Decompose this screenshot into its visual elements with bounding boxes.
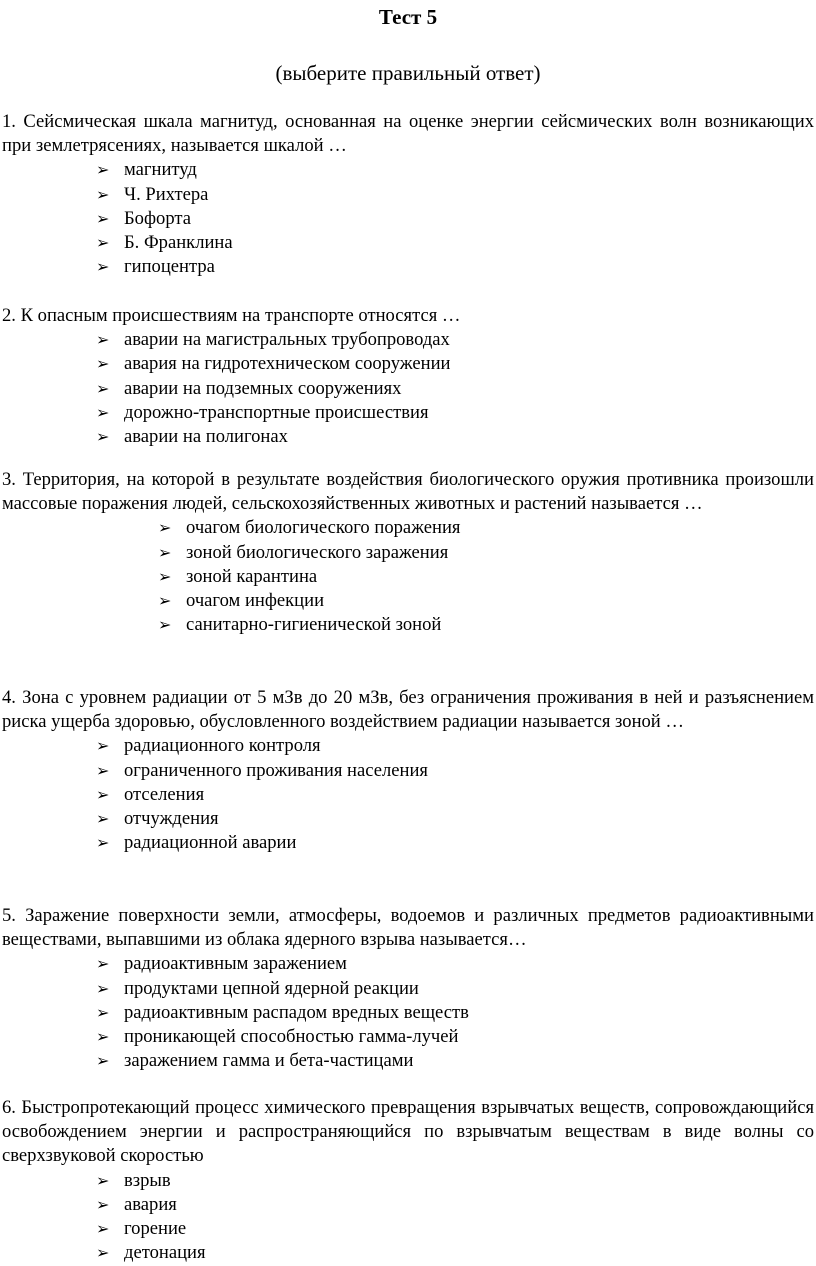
arrowhead-bullet-icon: ➢ [96,1220,110,1238]
answer-option[interactable] [2,352,814,376]
question-6 [2,1096,814,1265]
answer-option-label: дорожно-транспортные происшествия [124,401,429,423]
answer-option-label: Б. Франклина [124,231,233,253]
answer-option-label: санитарно-гигиенической зоной [186,614,442,636]
question-text: 4. Зона с уровнем радиации от 5 мЗв до 20 мЗв, без ограничения проживания в ней и разъяснением риска ущерба здоровью, обусловленного воздействием радиации называется зоной … [2,687,814,733]
page-title: Тест 5 [378,5,438,29]
arrowhead-bullet-icon: ➢ [96,380,110,398]
answer-option[interactable] [2,952,814,976]
answer-option[interactable] [2,1241,814,1265]
arrowhead-bullet-icon: ➢ [96,356,110,374]
answer-option-label: зоной биологического заражения [186,541,449,563]
answer-option-label: радиоактивным заражением [124,953,347,975]
answer-option-label: отчуждения [124,807,219,829]
answer-option[interactable] [2,759,814,783]
answer-option-label: гипоцентра [124,256,215,278]
answer-option[interactable] [2,207,814,231]
answer-option-label: Ч. Рихтера [124,183,209,205]
question-5 [2,904,814,1073]
arrowhead-bullet-icon: ➢ [96,956,110,974]
arrowhead-bullet-icon: ➢ [96,1172,110,1190]
answer-option-label: магнитуд [124,159,197,181]
arrowhead-bullet-icon: ➢ [96,428,110,446]
answer-option[interactable] [2,231,814,255]
arrowhead-bullet-icon: ➢ [96,404,110,422]
question-3 [2,468,814,637]
page-subtitle: (выберите правильный ответ) [275,61,541,85]
answer-option[interactable] [2,977,814,1001]
arrowhead-bullet-icon: ➢ [158,544,172,562]
answer-option[interactable] [2,1025,814,1049]
answer-option-label: аварии на полигонах [124,425,288,447]
answer-option[interactable] [2,734,814,758]
answer-option[interactable] [2,807,814,831]
answer-option[interactable] [2,783,814,807]
arrowhead-bullet-icon: ➢ [96,835,110,853]
answer-option[interactable] [2,541,814,565]
answer-option[interactable] [2,613,814,637]
arrowhead-bullet-icon: ➢ [96,162,110,180]
answer-options [2,952,814,1073]
arrowhead-bullet-icon: ➢ [158,568,172,586]
arrowhead-bullet-icon: ➢ [96,1245,110,1263]
arrowhead-bullet-icon: ➢ [96,186,110,204]
arrowhead-bullet-icon: ➢ [158,592,172,610]
question-4 [2,686,814,855]
answer-options [2,734,814,855]
arrowhead-bullet-icon: ➢ [96,980,110,998]
question-2 [2,304,814,449]
answer-option[interactable] [2,328,814,352]
answer-option-label: взрыв [124,1169,171,1191]
answer-option[interactable] [2,255,814,279]
answer-option-label: очагом биологического поражения [186,517,461,539]
answer-option[interactable] [2,589,814,613]
answer-option[interactable] [2,1193,814,1217]
answer-option[interactable] [2,1001,814,1025]
answer-option[interactable] [2,1169,814,1193]
answer-option[interactable] [2,1049,814,1073]
answer-option[interactable] [2,516,814,540]
question-1 [2,110,814,279]
answer-option[interactable] [2,183,814,207]
answer-option[interactable] [2,377,814,401]
answer-option-label: авария [124,1193,177,1215]
arrowhead-bullet-icon: ➢ [96,1196,110,1214]
question-text: 5. Заражение поверхности земли, атмосферы, водоемов и различных предметов радиоактивными веществами, выпавшими из облака ядерного взрыва называется… [2,905,814,951]
answer-option-label: радиационной аварии [124,832,297,854]
answer-option[interactable] [2,425,814,449]
answer-option-label: очагом инфекции [186,589,325,611]
arrowhead-bullet-icon: ➢ [96,1004,110,1022]
answer-option-label: проникающей способностью гамма-лучей [124,1025,459,1047]
arrowhead-bullet-icon: ➢ [96,762,110,780]
answer-option-label: зоной карантина [186,565,318,587]
arrowhead-bullet-icon: ➢ [158,617,172,635]
question-text: 1. Сейсмическая шкала магнитуд, основанная на оценке энергии сейсмических волн возникающих при землетрясениях, называется шкалой … [2,111,814,157]
answer-option[interactable] [2,831,814,855]
answer-option-label: отселения [124,783,205,805]
arrowhead-bullet-icon: ➢ [96,234,110,252]
arrowhead-bullet-icon: ➢ [96,332,110,350]
answer-option-label: авария на гидротехническом сооружении [124,353,451,375]
answer-option-label: Бофорта [124,207,191,229]
question-text: 2. К опасным происшествиям на транспорте относятся … [2,305,461,326]
answer-options [2,516,814,637]
answer-option-label: аварии на магистральных трубопроводах [124,329,450,351]
question-text: 6. Быстропротекающий процесс химического превращения взрывчатых веществ, сопровождающийся освобождением энергии и распространяющийся по взрывчатым веществам в виде волны со сверхзвуковой скоростью [2,1097,814,1167]
answer-option-label: радиационного контроля [124,735,321,757]
answer-options [2,328,814,449]
answer-option-label: продуктами цепной ядерной реакции [124,977,419,999]
answer-option-label: детонация [124,1242,206,1264]
arrowhead-bullet-icon: ➢ [96,738,110,756]
answer-options [2,1169,814,1266]
answer-option-label: радиоактивным распадом вредных веществ [124,1001,469,1023]
arrowhead-bullet-icon: ➢ [96,210,110,228]
answer-option-label: горение [124,1217,187,1239]
answer-option[interactable] [2,158,814,182]
arrowhead-bullet-icon: ➢ [96,259,110,277]
answer-option-label: аварии на подземных сооружениях [124,377,402,399]
answer-options [2,158,814,279]
arrowhead-bullet-icon: ➢ [96,810,110,828]
answer-option-label: ограниченного проживания населения [124,759,428,781]
answer-option-label: заражением гамма и бета-частицами [124,1050,414,1072]
answer-option[interactable] [2,565,814,589]
arrowhead-bullet-icon: ➢ [96,786,110,804]
answer-option[interactable] [2,401,814,425]
question-text: 3. Территория, на которой в результате воздействия биологического оружия противника произошли массовые поражения людей, сельскохозяйственных животных и растений называется … [2,469,814,515]
arrowhead-bullet-icon: ➢ [158,520,172,538]
arrowhead-bullet-icon: ➢ [96,1028,110,1046]
arrowhead-bullet-icon: ➢ [96,1053,110,1071]
answer-option[interactable] [2,1217,814,1241]
